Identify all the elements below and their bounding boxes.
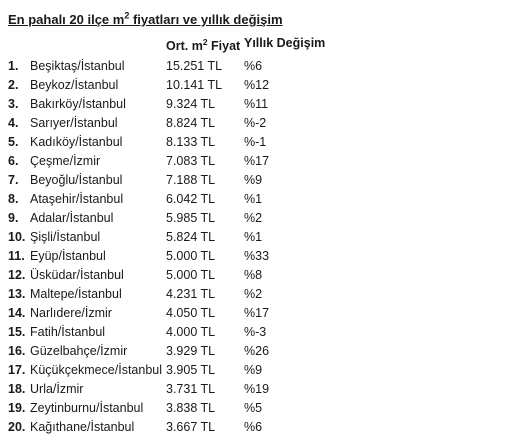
list-item [0, 399, 525, 418]
change-value: %12 [244, 78, 270, 92]
list-item [0, 285, 525, 304]
change-value: %6 [244, 59, 263, 73]
change-value: %2 [244, 211, 263, 225]
district-name: Sarıyer/İstanbul [30, 116, 118, 130]
list-item [0, 342, 525, 361]
list-item [0, 171, 525, 190]
rank-number: 14. [8, 306, 26, 320]
price-value: 8.824 TL [166, 116, 216, 130]
price-value: 3.667 TL [166, 420, 216, 434]
page-title [8, 12, 283, 27]
title-suffix: fiyatları ve yıllık değişim [129, 12, 283, 27]
district-name: Beşiktaş/İstanbul [30, 59, 125, 73]
district-name: Beykoz/İstanbul [30, 78, 119, 92]
price-value: 10.141 TL [166, 78, 223, 92]
list-item [0, 133, 525, 152]
rank-number: 12. [8, 268, 26, 282]
rank-number: 6. [8, 154, 19, 168]
change-value: %2 [244, 287, 263, 301]
list-item [0, 152, 525, 171]
change-value: %6 [244, 420, 263, 434]
list-item [0, 361, 525, 380]
change-value: %19 [244, 382, 270, 396]
price-value: 15.251 TL [166, 59, 223, 73]
district-name: Zeytinburnu/İstanbul [30, 401, 144, 415]
district-name: Küçükçekmece/İstanbul [30, 363, 163, 377]
list-item [0, 76, 525, 95]
rank-number: 13. [8, 287, 26, 301]
change-value: %11 [244, 97, 269, 111]
change-value: %8 [244, 268, 263, 282]
list-item [0, 57, 525, 76]
rank-number: 8. [8, 192, 19, 206]
district-name: Fatih/İstanbul [30, 325, 106, 339]
district-name: Eyüp/İstanbul [30, 249, 106, 263]
district-name: Kağıthane/İstanbul [30, 420, 135, 434]
price-value: 3.905 TL [166, 363, 216, 377]
district-name: Kadıköy/İstanbul [30, 135, 123, 149]
change-value: %26 [244, 344, 270, 358]
price-header-prefix: Ort. m [166, 39, 203, 53]
price-header-superscript: 2 [202, 36, 208, 47]
district-name: Çeşme/İzmir [30, 154, 101, 168]
price-value: 5.985 TL [166, 211, 216, 225]
price-column-header [166, 36, 241, 53]
title-superscript: 2 [124, 10, 130, 21]
district-name: Bakırköy/İstanbul [30, 97, 126, 111]
rank-number: 1. [8, 59, 19, 73]
change-value: %17 [244, 306, 270, 320]
title-prefix: En pahalı 20 ilçe m [8, 12, 125, 27]
list-item [0, 323, 525, 342]
district-name: Adalar/İstanbul [30, 211, 114, 225]
list-item [0, 114, 525, 133]
district-name: Narlıdere/İzmir [30, 306, 112, 320]
rank-number: 2. [8, 78, 19, 92]
rank-number: 17. [8, 363, 26, 377]
price-value: 3.731 TL [166, 382, 216, 396]
change-value: %-2 [244, 116, 267, 130]
price-value: 3.929 TL [166, 344, 216, 358]
rank-number: 5. [8, 135, 19, 149]
price-value: 8.133 TL [166, 135, 216, 149]
list-item [0, 190, 525, 209]
change-value: %-3 [244, 325, 267, 339]
price-value: 4.050 TL [166, 306, 216, 320]
district-name: Maltepe/İstanbul [30, 287, 122, 301]
change-value: %1 [244, 192, 263, 206]
list-item [0, 418, 525, 437]
change-value: %17 [244, 154, 270, 168]
price-value: 7.188 TL [166, 173, 216, 187]
district-name: Güzelbahçe/İzmir [30, 344, 128, 358]
rank-number: 4. [8, 116, 19, 130]
list-item [0, 266, 525, 285]
price-value: 5.000 TL [166, 249, 216, 263]
list-item [0, 95, 525, 114]
rank-number: 19. [8, 401, 26, 415]
change-column-header: Yıllık Değişim [244, 36, 326, 50]
list-item [0, 380, 525, 399]
price-value: 9.324 TL [166, 97, 216, 111]
price-value: 5.824 TL [166, 230, 216, 244]
price-value: 4.000 TL [166, 325, 216, 339]
price-header-suffix: Fiyat [207, 39, 241, 53]
district-name: Üsküdar/İstanbul [30, 268, 124, 282]
change-value: %1 [244, 230, 263, 244]
change-value: %9 [244, 173, 263, 187]
price-value: 4.231 TL [166, 287, 216, 301]
list-item [0, 304, 525, 323]
rank-number: 9. [8, 211, 19, 225]
change-value: %5 [244, 401, 263, 415]
district-name: Şişli/İstanbul [30, 230, 101, 244]
rank-number: 3. [8, 97, 19, 111]
price-value: 3.838 TL [166, 401, 216, 415]
rank-number: 18. [8, 382, 26, 396]
price-value: 5.000 TL [166, 268, 216, 282]
price-value: 6.042 TL [166, 192, 216, 206]
rank-number: 11. [8, 249, 25, 263]
change-value: %9 [244, 363, 263, 377]
district-name: Urla/İzmir [30, 382, 84, 396]
ranking-list [0, 57, 525, 437]
district-name: Beyoğlu/İstanbul [30, 173, 123, 187]
district-name: Ataşehir/İstanbul [30, 192, 124, 206]
list-item [0, 228, 525, 247]
change-value: %33 [244, 249, 270, 263]
price-value: 7.083 TL [166, 154, 216, 168]
rank-number: 7. [8, 173, 19, 187]
rank-number: 10. [8, 230, 26, 244]
list-item [0, 209, 525, 228]
rank-number: 20. [8, 420, 26, 434]
change-value: %-1 [244, 135, 267, 149]
rank-number: 16. [8, 344, 26, 358]
list-item [0, 247, 525, 266]
rank-number: 15. [8, 325, 26, 339]
